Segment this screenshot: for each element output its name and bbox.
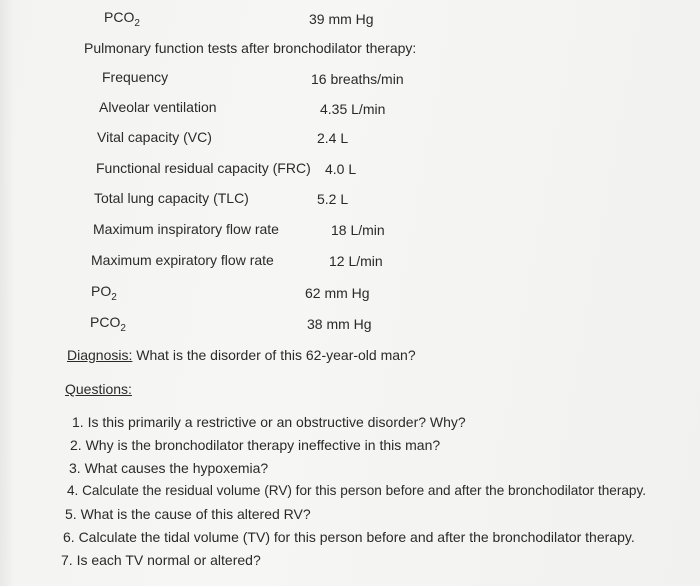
test-label-tlc: Total lung capacity (TLC) bbox=[94, 190, 249, 206]
page-edge-shadow bbox=[0, 0, 14, 586]
questions-label: Questions: bbox=[65, 381, 132, 397]
top-pco2-label bbox=[104, 8, 140, 29]
test-label-vital-capacity: Vital capacity (VC) bbox=[97, 129, 212, 145]
test-value-frequency: 16 breaths/min bbox=[311, 71, 404, 87]
top-pco2-label-text: PCO bbox=[104, 9, 135, 25]
test-label-max-expiratory: Maximum expiratory flow rate bbox=[91, 252, 274, 268]
gas-label-po2 bbox=[91, 282, 117, 303]
gas-value-po2: 62 mm Hg bbox=[305, 285, 370, 301]
question-item: 4. Calculate the residual volume (RV) for this person before and after the bronchodilator therapy. bbox=[67, 483, 647, 498]
question-item: 7. Is each TV normal or altered? bbox=[61, 552, 261, 568]
gas-label-pco2-subscript: 2 bbox=[120, 323, 126, 334]
gas-label-po2-text: PO bbox=[91, 283, 112, 299]
test-value-frc: 4.0 L bbox=[325, 161, 357, 177]
question-item: 3. What causes the hypoxemia? bbox=[69, 460, 269, 476]
test-label-frc: Functional residual capacity (FRC) bbox=[96, 160, 311, 176]
question-item: 6. Calculate the tidal volume (TV) for this person before and after the bronchodilator therapy. bbox=[63, 529, 635, 545]
test-label-max-inspiratory: Maximum inspiratory flow rate bbox=[93, 221, 279, 237]
test-value-alveolar-ventilation: 4.35 L/min bbox=[320, 101, 386, 117]
top-pco2-value: 39 mm Hg bbox=[309, 11, 374, 27]
section-title: Pulmonary function tests after bronchodilator therapy: bbox=[84, 40, 417, 56]
test-value-vital-capacity: 2.4 L bbox=[317, 130, 349, 146]
test-value-max-inspiratory: 18 L/min bbox=[331, 222, 385, 238]
diagnosis-label: Diagnosis: bbox=[67, 347, 133, 363]
test-label-frequency: Frequency bbox=[102, 69, 169, 85]
diagnosis-line bbox=[67, 346, 416, 364]
gas-label-pco2-text: PCO bbox=[90, 314, 121, 330]
question-item: 5. What is the cause of this altered RV? bbox=[65, 506, 311, 522]
gas-label-po2-subscript: 2 bbox=[111, 292, 117, 303]
question-item: 2. Why is the bronchodilator therapy ineffective in this man? bbox=[70, 437, 441, 453]
test-label-alveolar-ventilation: Alveolar ventilation bbox=[99, 99, 217, 115]
gas-label-pco2 bbox=[90, 313, 126, 334]
test-value-max-expiratory: 12 L/min bbox=[329, 253, 383, 269]
top-pco2-label-subscript: 2 bbox=[134, 18, 140, 29]
gas-value-pco2: 38 mm Hg bbox=[307, 316, 372, 332]
question-item: 1. Is this primarily a restrictive or an obstructive disorder? Why? bbox=[72, 414, 466, 430]
diagnosis-text: What is the disorder of this 62-year-old man? bbox=[132, 347, 416, 363]
test-value-tlc: 5.2 L bbox=[317, 191, 349, 207]
